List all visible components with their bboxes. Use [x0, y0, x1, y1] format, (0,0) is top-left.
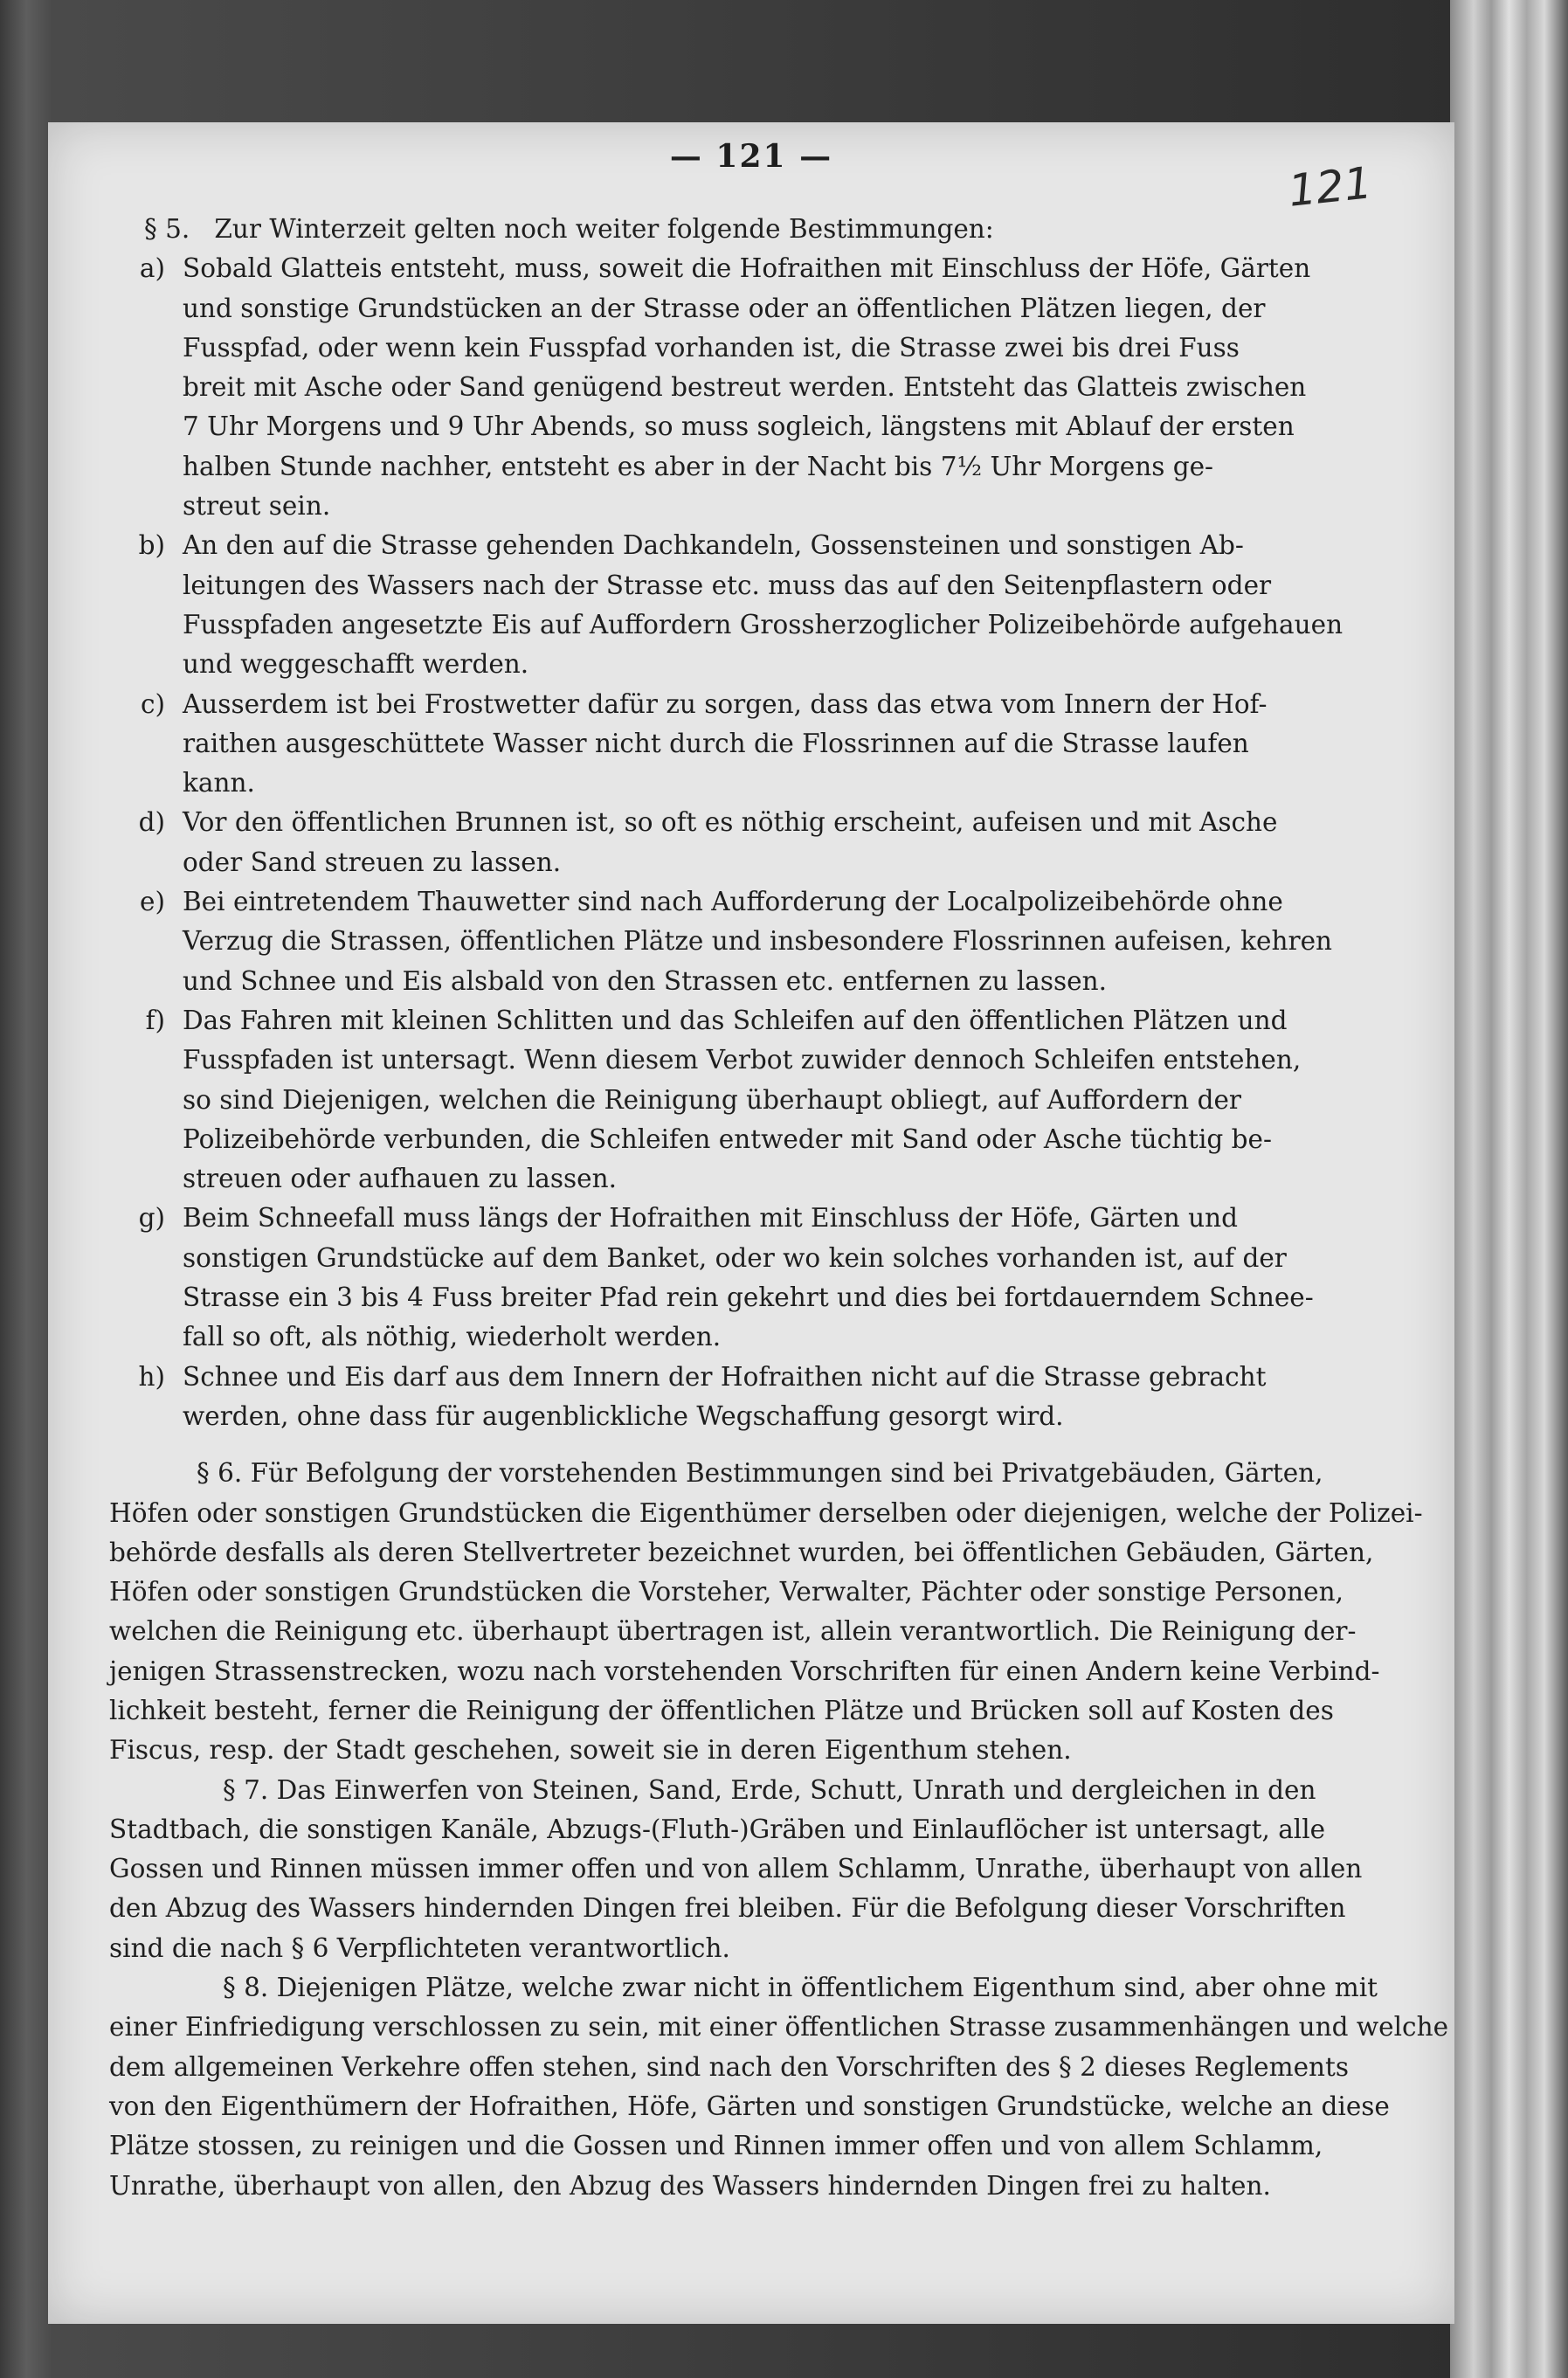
section-5-item-e — [109, 882, 1472, 1001]
handwritten-page-number: 121 — [1285, 157, 1374, 217]
item-line: An den auf die Strasse gehenden Dachkandeln, Gossensteinen und sonstigen Ab- — [183, 530, 1244, 561]
item-line: raithen ausgeschüttete Wasser nicht durch die Flossrinnen auf die Strasse laufen — [183, 728, 1249, 758]
paragraph-line: Unrathe, überhaupt von allen, den Abzug des Wassers hindernden Dingen frei zu halten. — [109, 2170, 1271, 2201]
item-line: kann. — [183, 768, 255, 798]
section-5-item-g — [109, 1199, 1472, 1357]
section-5-item-h — [109, 1358, 1472, 1437]
item-line: streuen oder aufhauen zu lassen. — [183, 1164, 617, 1194]
item-line: werden, ohne dass für augenblickliche Wegschaffung gesorgt wird. — [183, 1400, 1064, 1431]
paragraph-line: Höfen oder sonstigen Grundstücken die Vorsteher, Verwalter, Pächter oder sonstige Personen, — [109, 1577, 1344, 1607]
item-line: Fusspfaden ist untersagt. Wenn diesem Verbot zuwider dennoch Schleifen entstehen, — [183, 1045, 1302, 1075]
section-5-heading — [109, 210, 1472, 249]
item-marker: h) — [138, 1361, 165, 1392]
item-line: Das Fahren mit kleinen Schlitten und das Schleifen auf den öffentlichen Plätzen und — [183, 1005, 1288, 1035]
item-line: Polizeibehörde verbunden, die Schleifen entweder mit Sand oder Asche tüchtig be- — [183, 1123, 1272, 1154]
item-marker: g) — [138, 1203, 165, 1234]
item-line: und weggeschafft werden. — [183, 649, 529, 680]
item-line: oder Sand streuen zu lassen. — [183, 847, 562, 877]
item-marker: d) — [138, 807, 165, 838]
paragraph-line: lichkeit besteht, ferner die Reinigung der öffentlichen Plätze und Brücken soll auf Kosten des — [109, 1695, 1334, 1725]
paragraph-line: jenigen Strassenstrecken, wozu nach vorstehenden Vorschriften für einen Andern keine Verbind- — [109, 1656, 1380, 1686]
item-line: und sonstige Grundstücken an der Strasse oder an öffentlichen Plätzen liegen, der — [183, 293, 1266, 323]
paragraph-line: Höfen oder sonstigen Grundstücken die Eigenthümer derselben oder diejenigen, welche der Polizei- — [109, 1497, 1423, 1528]
item-line: Bei eintretendem Thauwetter sind nach Aufforderung der Localpolizeibehörde ohne — [183, 887, 1283, 917]
section-5-item-c — [109, 685, 1472, 804]
item-line: breit mit Asche oder Sand genügend bestreut werden. Entsteht das Glatteis zwischen — [183, 372, 1307, 403]
paragraph-line: § 7. Das Einwerfen von Steinen, Sand, Erde, Schutt, Unrath und dergleichen in den — [223, 1774, 1316, 1805]
item-line: streut sein. — [183, 491, 331, 522]
section-6 — [109, 1454, 1472, 1770]
item-line: Beim Schneefall muss längs der Hofraithen mit Einschluss der Höfe, Gärten und — [183, 1203, 1239, 1234]
document-page — [48, 122, 1454, 2324]
item-line: Vor den öffentlichen Brunnen ist, so oft es nöthig erscheint, aufeisen und mit Asche — [183, 807, 1278, 838]
paragraph-line: § 6. Für Befolgung der vorstehenden Bestimmungen sind bei Privatgebäuden, Gärten, — [197, 1458, 1323, 1489]
item-line: halben Stunde nachher, entsteht es aber in der Nacht bis 7½ Uhr Morgens ge- — [183, 451, 1214, 481]
item-line: Schnee und Eis darf aus dem Innern der Hofraithen nicht auf die Strasse gebracht — [183, 1361, 1267, 1392]
paragraph-line: von den Eigenthümern der Hofraithen, Höfe, Gärten und sonstigen Grundstücke, welche an diese — [109, 2091, 1390, 2121]
item-marker: b) — [138, 530, 165, 561]
page-number: — 121 — — [669, 138, 833, 175]
item-line: 7 Uhr Morgens und 9 Uhr Abends, so muss sogleich, längstens mit Ablauf der ersten — [183, 411, 1295, 442]
item-line: Fusspfaden angesetzte Eis auf Auffordern Grossherzoglicher Polizeibehörde aufgehauen — [183, 609, 1344, 639]
paragraph-line: sind die nach § 6 Verpflichteten verantwortlich. — [109, 1932, 730, 1963]
section-5-item-b — [109, 526, 1472, 684]
item-line: Strasse ein 3 bis 4 Fuss breiter Pfad rein gekehrt und dies bei fortdauerndem Schnee- — [183, 1282, 1314, 1313]
item-marker: f) — [145, 1005, 165, 1035]
item-marker: e) — [140, 887, 165, 917]
section-5-intro: Zur Winterzeit gelten noch weiter folgende Bestimmungen: — [214, 214, 994, 244]
section-8 — [109, 1968, 1472, 2206]
item-marker: c) — [140, 688, 165, 719]
paragraph-line: Gossen und Rinnen müssen immer offen und von allem Schlamm, Unrathe, überhaupt von allen — [109, 1854, 1363, 1884]
item-line: Fusspfad, oder wenn kein Fusspfad vorhanden ist, die Strasse zwei bis drei Fuss — [183, 332, 1240, 363]
section-5-item-d — [109, 803, 1472, 882]
section-5-item-f — [109, 1001, 1472, 1199]
paragraph-line: § 8. Diejenigen Plätze, welche zwar nicht in öffentlichem Eigenthum sind, aber ohne mit — [223, 1973, 1378, 2003]
page-text — [109, 210, 1472, 2206]
item-line: leitungen des Wassers nach der Strasse etc. muss das auf den Seitenpflastern oder — [183, 570, 1272, 600]
paragraph-line: Plätze stossen, zu reinigen und die Gossen und Rinnen immer offen und von allem Schlamm, — [109, 2131, 1323, 2161]
item-line: Verzug die Strassen, öffentlichen Plätze und insbesondere Flossrinnen aufeisen, kehren — [183, 926, 1333, 957]
section-5-item-a — [109, 249, 1472, 526]
item-line: und Schnee und Eis alsbald von den Strassen etc. entfernen zu lassen. — [183, 965, 1108, 996]
item-marker: a) — [139, 253, 165, 284]
item-line: so sind Diejenigen, welchen die Reinigung überhaupt obliegt, auf Auffordern der — [183, 1084, 1242, 1115]
paragraph-line: dem allgemeinen Verkehre offen stehen, sind nach den Vorschriften des § 2 dieses Reglements — [109, 2051, 1350, 2082]
paragraph-line: welchen die Reinigung etc. überhaupt übertragen ist, allein verantwortlich. Die Reinigung der- — [109, 1616, 1357, 1647]
paragraph-line: einer Einfriedigung verschlossen zu sein, mit einer öffentlichen Strasse zusammenhängen und welche — [109, 2012, 1449, 2043]
paragraph-line: Stadtbach, die sonstigen Kanäle, Abzugs-(Fluth-)Gräben und Einlauflöcher ist untersagt, alle — [109, 1814, 1326, 1844]
paragraph-line: Fiscus, resp. der Stadt geschehen, soweit sie in deren Eigenthum stehen. — [109, 1735, 1072, 1766]
section-5-label: § 5. — [144, 214, 190, 244]
item-line: Sobald Glatteis entsteht, muss, soweit die Hofraithen mit Einschluss der Höfe, Gärten — [183, 253, 1311, 284]
paragraph-gap — [109, 1436, 1472, 1454]
paragraph-line: den Abzug des Wassers hindernden Dingen frei bleiben. Für die Befolgung dieser Vorschriften — [109, 1893, 1346, 1924]
item-line: sonstigen Grundstücke auf dem Banket, oder wo kein solches vorhanden ist, auf der — [183, 1242, 1287, 1273]
section-7 — [109, 1771, 1472, 1968]
item-line: Ausserdem ist bei Frostwetter dafür zu sorgen, dass das etwa vom Innern der Hof- — [183, 688, 1268, 719]
item-line: fall so oft, als nöthig, wiederholt werden. — [183, 1322, 722, 1352]
paragraph-line: behörde desfalls als deren Stellvertreter bezeichnet wurden, bei öffentlichen Gebäuden, Gärten, — [109, 1537, 1374, 1567]
